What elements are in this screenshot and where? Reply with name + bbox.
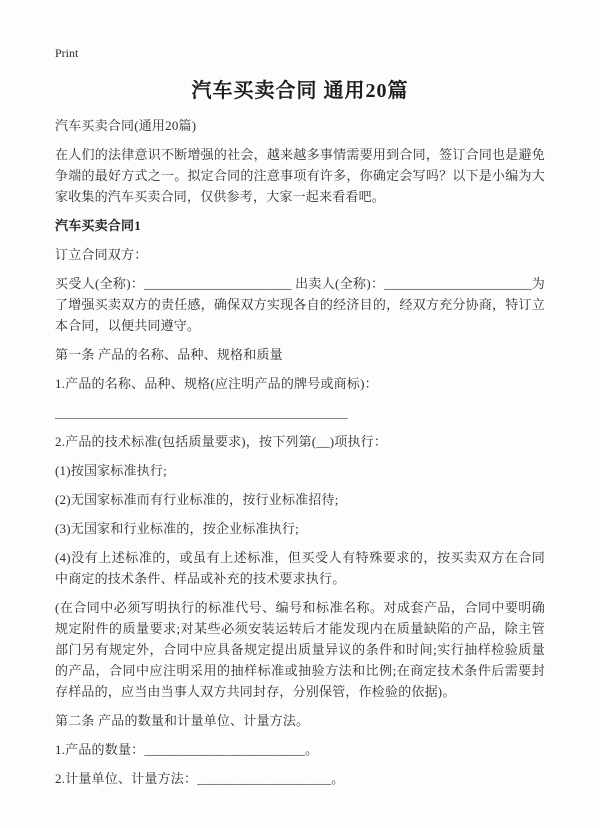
print-button[interactable]: Print (55, 46, 79, 60)
article2-item2: 2.计量单位、计量方法：____________________。 (55, 771, 345, 786)
article2-item1: 1.产品的数量：________________________。 (55, 742, 319, 757)
document-title: 汽车买卖合同 通用20篇 (191, 80, 409, 102)
article1-heading: 第一条 产品的名称、品种、规格和质量 (55, 347, 283, 362)
parties-paragraph: 买受人(全称)：______________________ 出卖人(全称)：______________________为了增强买卖双方的责任感，确保双方实现各自的经济目的，经双方充分协商，特订立本合同，以便共同遵守。 (55, 276, 545, 333)
parties-label: 订立合同双方： (55, 247, 148, 262)
contract-section-heading: 汽车买卖合同1 (55, 218, 141, 233)
standard-option-4: (4)没有上述标准的，或虽有上述标准，但买受人有特殊要求的，按买卖双方在合同中商定的技术条件、样品或补充的技术要求执行。 (55, 550, 545, 586)
standards-note-paragraph: (在合同中必须写明执行的标准代号、编号和标准名称。对成套产品，合同中要明确规定附件的质量要求;对某些必须安装运转后才能发现内在质量缺陷的产品，除主管部门另有规定外，合同中应具备规定提出质量异议的条件和时间;实行抽样检验质量的产品，合同中应注明采用的抽样标准或抽验方法和比例;在商定技术条件后需要封存样品的，应当由当事人双方共同封存，分别保管，作检验的依据)。 (55, 600, 545, 699)
article2-heading: 第二条 产品的数量和计量单位、计量方法。 (55, 713, 310, 728)
standard-option-3: (3)无国家和行业标准的，按企业标准执行; (55, 521, 299, 536)
article1-fill-blank-line: _____________________________________________ (55, 405, 348, 420)
standard-option-2: (2)无国家标准而有行业标准的，按行业标准招待; (55, 492, 339, 507)
document-subtitle: 汽车买卖合同(通用20篇) (55, 118, 197, 133)
article1-item2: 2.产品的技术标准(包括质量要求)，按下列第(__)项执行： (55, 434, 388, 449)
standard-option-1: (1)按国家标准执行; (55, 463, 167, 478)
intro-paragraph: 在人们的法律意识不断增强的社会，越来越多事情需要用到合同，签订合同也是避免争端的最好方式之一。拟定合同的注意事项有许多，你确定会写吗？以下是小编为大家收集的汽车买卖合同，仅供参考，大家一起来看看吧。 (55, 147, 545, 204)
article1-item1: 1.产品的名称、品种、规格(应注明产品的牌号或商标)： (55, 376, 378, 391)
